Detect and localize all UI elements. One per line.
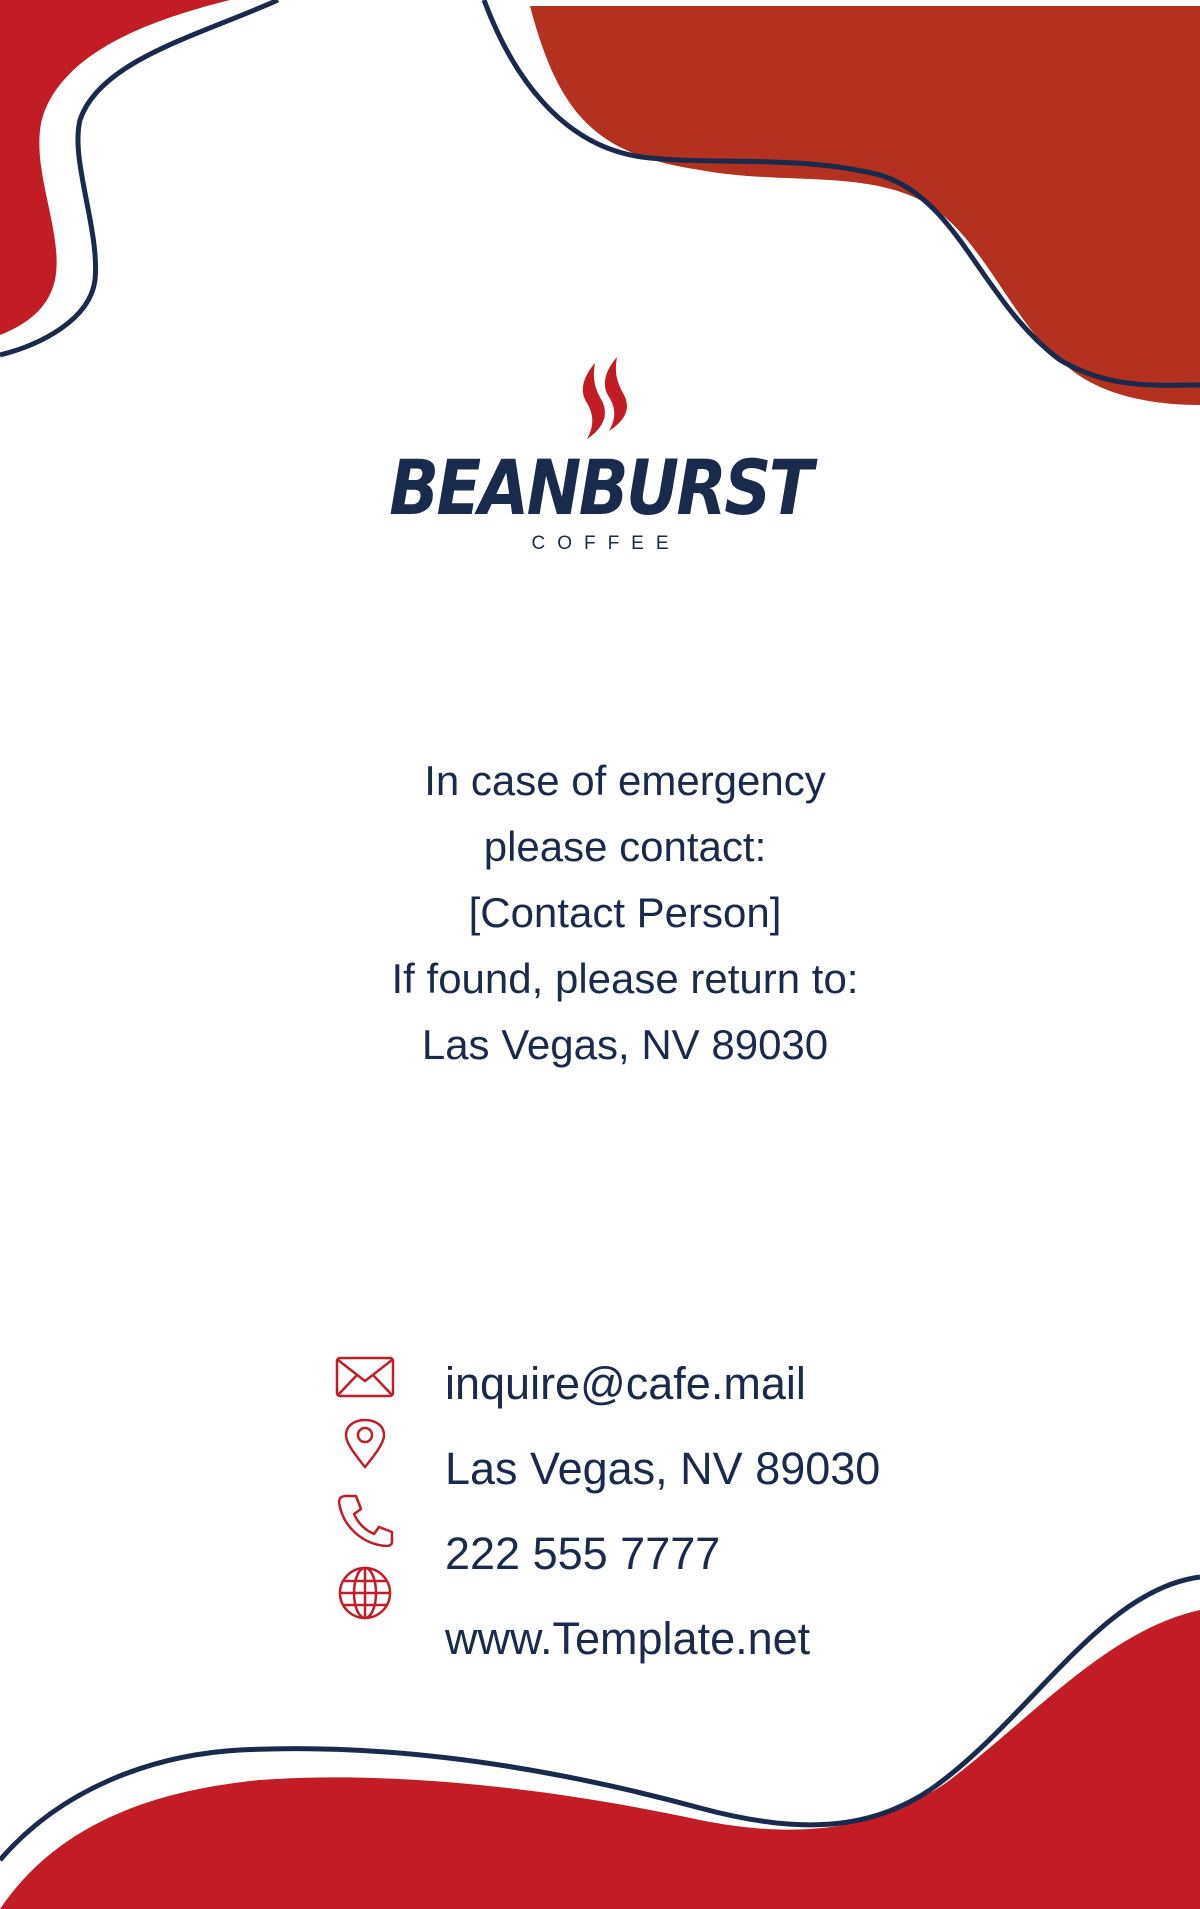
phone-icon (336, 1493, 394, 1547)
envelope-icon (335, 1355, 395, 1399)
contact-address: Las Vegas, NV 89030 (445, 1443, 881, 1494)
message-line: please contact: (483, 823, 767, 870)
message-line: Las Vegas, NV 89030 (421, 1021, 829, 1068)
globe-icon (337, 1565, 393, 1621)
brand-tagline: COFFEE (531, 533, 681, 554)
contact-email[interactable]: inquire@cafe.mail (445, 1358, 806, 1409)
location-pin-icon (340, 1418, 390, 1470)
contact-phone[interactable]: 222 555 7777 (445, 1528, 721, 1579)
contact-website[interactable]: www.Template.net (445, 1613, 811, 1664)
brand-name: BEANBURST (389, 443, 811, 532)
message-line: In case of emergency (424, 757, 826, 804)
message-line: [Contact Person] (468, 889, 782, 936)
message-line: If found, please return to: (391, 955, 859, 1002)
